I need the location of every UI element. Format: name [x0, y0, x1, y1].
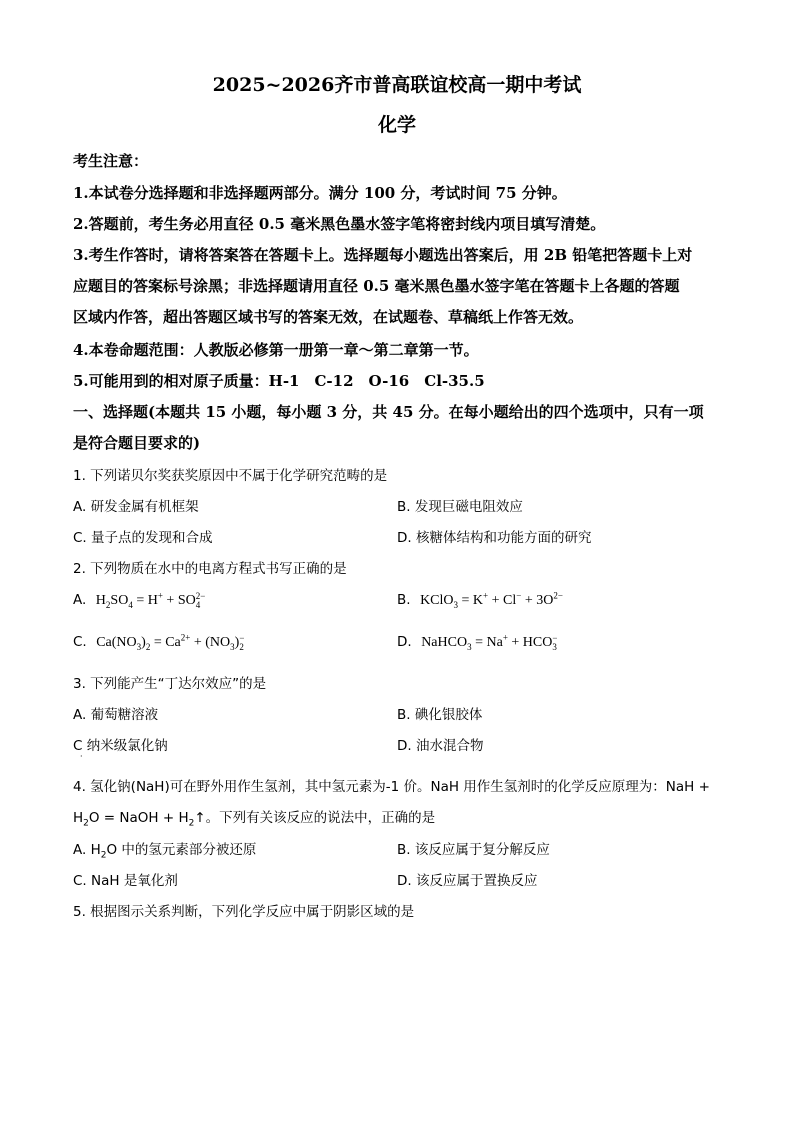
option-label: D. — [397, 634, 412, 651]
notice-item-1: 1.本试卷分选择题和非选择题两部分。满分 100 分，考试时间 75 分钟。 — [73, 184, 567, 202]
option-label: A. — [73, 592, 87, 609]
notice-item-4: 4.本卷命题范围：人教版必修第一册第一章～第二章第一节。 — [73, 341, 479, 359]
question-2-option-c: C. $Ca(NO_3)_2 = Ca^{2+} + (NO_3)$ − 2 — [73, 632, 245, 653]
notice-heading: 考生注意： — [73, 152, 149, 170]
question-1-stem: 1. 下列诺贝尔奖获奖原因中不属于化学研究范畴的是 — [73, 468, 388, 484]
question-1-option-b: B. 发现巨磁电阻效应 — [397, 499, 523, 515]
section-heading: 一、选择题(本题共 15 小题，每小题 3 分，共 45 分。在每小题给出的四个选项中，只有一项 — [73, 403, 704, 421]
question-1-option-c: C. 量子点的发现和合成 — [73, 530, 213, 546]
notice-item-3b: 应题目的答案标号涂黑；非选择题请用直径 0.5 毫米黑色墨水签字笔在答题卡上各题的答题 — [73, 277, 680, 295]
question-3-option-a: A. 葡萄糖溶液 — [73, 707, 159, 723]
notice-item-2: 2.答题前，考生务必用直径 0.5 毫米黑色墨水签字笔将密封线内项目填写清楚。 — [73, 215, 606, 233]
question-3-option-b: B. 碘化银胶体 — [397, 707, 483, 723]
question-1-option-d: D. 核糖体结构和功能方面的研究 — [397, 530, 592, 546]
notice-item-3a: 3.考生作答时，请将答案答在答题卡上。选择题每小题选出答案后，用 2B 铅笔把答题卡上对 — [73, 246, 693, 264]
question-4-option-c: C. NaH 是氧化剂 — [73, 873, 178, 889]
exam-title: 2025~2026齐市普高联谊校高一期中考试 — [212, 74, 582, 96]
question-1-option-a: A. 研发金属有机框架 — [73, 499, 199, 515]
question-2-stem: 2. 下列物质在水中的电离方程式书写正确的是 — [73, 561, 347, 577]
question-4-stem-line-2: $H_2O$ = NaOH + $H_2↑$。下列有关该反应的说法中，正确的是 — [73, 810, 436, 829]
section-heading-cont: 是符合题目要求的) — [73, 434, 201, 452]
subject-title: 化学 — [377, 114, 416, 136]
question-5-stem: 5. 根据图示关系判断，下列化学反应中属于阴影区域的是 — [73, 904, 415, 920]
question-2-option-a: A. $H_2SO_4 = H^+$ + SO 2− 4 — [73, 590, 206, 611]
stray-dot-mark: · — [80, 752, 83, 761]
question-4-stem-line-1: 4. 氢化钠(NaH)可在野外用作生氢剂，其中氢元素为-1 价。NaH 用作生氢剂时的化学反应原理为：NaH + — [73, 779, 710, 795]
question-4-option-b: B. 该反应属于复分解反应 — [397, 842, 550, 858]
notice-item-3c: 区域内作答，超出答题区域书写的答案无效，在试题卷、草稿纸上作答无效。 — [73, 308, 584, 326]
question-3-option-d: D. 油水混合物 — [397, 738, 484, 754]
question-2-option-d: D. NaHCO$_3$ = Na+ + HCO − 3 — [397, 632, 558, 653]
question-2-option-b: B. KClO$_3$ = $K^+ + Cl^- + 3O^{2-}$ — [397, 590, 563, 610]
notice-item-5: 5.可能用到的相对原子质量：H-1 C-12 O-16 Cl-35.5 — [73, 372, 485, 390]
option-label: C. — [73, 634, 87, 651]
question-3-option-c: C 纳米级氯化钠 — [73, 738, 168, 754]
question-3-stem: 3. 下列能产生“丁达尔效应”的是 — [73, 676, 267, 692]
question-4-option-a: A. $H_2O$ 中的氢元素部分被还原 — [73, 842, 257, 861]
option-label: B. — [397, 592, 411, 608]
question-4-option-d: D. 该反应属于置换反应 — [397, 873, 538, 889]
